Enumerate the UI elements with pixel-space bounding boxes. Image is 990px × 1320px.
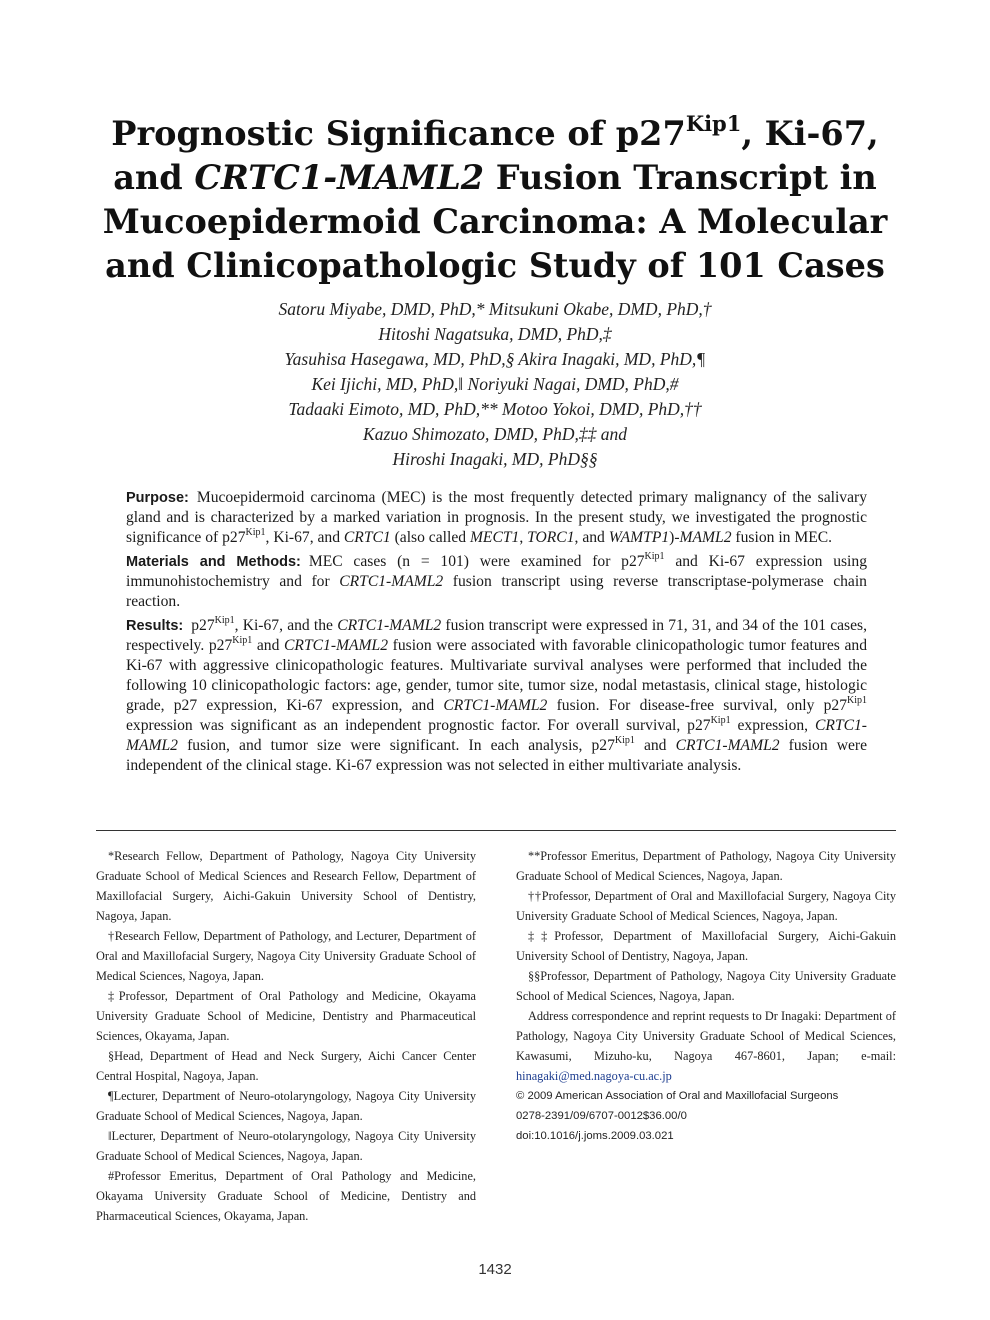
gene-name: CRTC1-MAML2 — [126, 717, 868, 754]
issn-line: 0278-2391/09/6707-0012$36.00/0 — [516, 1110, 687, 1122]
gene-name: MAML2 — [679, 529, 732, 546]
affiliation-footnote: #Professor Emeritus, Department of Oral Pathology and Medicine, Okayama University Graduate School of Medicine, Dentistry and Pharmaceutical Sciences, Okayama, Japan. — [96, 1169, 476, 1223]
superscript: Kip1 — [245, 526, 266, 538]
correspondence-address — [516, 1006, 896, 1086]
abstract-text: , and — [574, 529, 609, 546]
address-text: Address correspondence and reprint requests to Dr Inagaki: Department of Pathology, Nagoya City University Graduate School of Medical Sciences, Kawasumi, Mizuho-ku, Nagoya 467-8601, Japan; e-mail: — [516, 1009, 896, 1063]
title-line-3: Mucoepidermoid Carcinoma: A Molecular — [102, 202, 888, 241]
abstract-text: expression, — [730, 717, 816, 734]
affiliation-footnote: †Research Fellow, Department of Pathology, and Lecturer, Department of Oral and Maxillofacial Surgery, Nagoya City University Graduate School of Medical Sciences, Nagoya, Japan. — [96, 929, 476, 983]
gene-name: MECT1 — [469, 529, 520, 546]
affiliation-footnote: ‖Lecturer, Department of Neuro-otolaryngology, Nagoya City University Graduate School of Medical Sciences, Nagoya, Japan. — [96, 1129, 476, 1163]
title-text: Fusion Transcript in — [484, 158, 877, 197]
abstract-text: fusion transcript were expressed in 71, 31, and 34 of the 101 cases, respectively. p27 — [126, 617, 867, 654]
abstract — [126, 488, 867, 780]
gene-name: CRTC1 — [343, 529, 391, 546]
gene-name: CRTC1-MAML2 — [337, 617, 442, 634]
author-line: Hiroshi Inagaki, MD, PhD§§ — [392, 449, 598, 469]
superscript: Kip1 — [232, 634, 253, 646]
section-label: Materials and Methods: — [126, 554, 301, 570]
abstract-text: , Ki-67, and — [265, 529, 344, 546]
abstract-text: fusion transcript using reverse transcriptase-polymerase chain reaction. — [126, 573, 867, 610]
gene-name: WAMTP1 — [608, 529, 670, 546]
gene-name: CRTC1-MAML2 — [443, 697, 548, 714]
superscript: Kip1 — [847, 694, 867, 706]
abstract-text: p27 — [191, 617, 215, 634]
abstract-text: , Ki-67, and the — [234, 617, 338, 634]
abstract-text: and — [252, 637, 285, 654]
affiliation-footnote: ††Professor, Department of Oral and Maxillofacial Surgery, Nagoya City University Graduate School of Medical Sciences, Nagoya, Japan. — [516, 889, 896, 923]
abstract-text: fusion. For disease-free survival, only p27 — [547, 697, 847, 714]
abstract-text: )- — [669, 529, 680, 546]
abstract-text: fusion were independent of the clinical stage. Ki-67 expression was not selected in either multivariate analysis. — [126, 737, 868, 774]
superscript: Kip1 — [614, 734, 635, 746]
abstract-text: fusion were associated with favorable clinicopathologic tumor features and Ki-67 with aggressive clinicopathologic features. Multivariate survival analyses were performed that included the following 10 clinicopathologic factors: age, gender, tumor site, tumor size, nodal metastasis, clinical stage, histologic grade, p27 expression, Ki-67 expression, and — [126, 637, 867, 714]
abstract-methods — [126, 552, 867, 612]
affiliation-footnote: ‡‡Professor, Department of Maxillofacial Surgery, Aichi-Gakuin University School of Dentistry, Nagoya, Japan. — [516, 929, 896, 963]
gene-name: CRTC1-MAML2 — [675, 737, 780, 754]
author-line: Satoru Miyabe, DMD, PhD,* Mitsukuni Okabe, DMD, PhD,† — [278, 299, 712, 319]
author-line: Tadaaki Eimoto, MD, PhD,** Motoo Yokoi, DMD, PhD,†† — [288, 399, 702, 419]
abstract-results — [126, 616, 867, 776]
abstract-text: (also called — [390, 529, 470, 546]
title-text: and — [113, 158, 195, 197]
copyright-line: © 2009 American Association of Oral and Maxillofacial Surgeons — [516, 1090, 839, 1102]
footnotes-right-column — [516, 846, 896, 1146]
superscript: Kip1 — [644, 550, 665, 562]
abstract-text: and Ki-67 expression using immunohistochemistry and for — [126, 553, 867, 590]
author-line: Hitoshi Nagatsuka, DMD, PhD,‡ — [378, 324, 612, 344]
author-line: Kei Ijichi, MD, PhD,‖ Noriyuki Nagai, DMD, PhD,# — [311, 374, 679, 394]
title-line-2 — [100, 156, 890, 200]
affiliation-footnote: §§Professor, Department of Pathology, Nagoya City University Graduate School of Medical Sciences, Nagoya, Japan. — [516, 969, 896, 1003]
gene-name: CRTC1-MAML2 — [284, 637, 388, 654]
title-line-1 — [100, 112, 890, 156]
abstract-text: expression was significant as an independent prognostic factor. For overall survival, p27 — [126, 717, 711, 734]
article-title — [100, 112, 890, 288]
author-list — [120, 297, 870, 472]
affiliation-footnote: ‡Professor, Department of Oral Pathology and Medicine, Okayama University Graduate School of Medicine, Dentistry and Pharmaceutical Sciences, Okayama, Japan. — [96, 989, 476, 1043]
footnote-divider — [96, 830, 896, 831]
abstract-text: Mucoepidermoid carcinoma (MEC) is the most frequently detected primary malignancy of the salivary gland and is characterized by a marked variation in prognosis. In the present study, we investigated the prognostic significance of p27 — [126, 489, 867, 546]
abstract-text: and — [634, 737, 676, 754]
superscript: Kip1 — [214, 614, 235, 626]
superscript: Kip1 — [710, 714, 731, 726]
affiliation-footnote: *Research Fellow, Department of Pathology, Nagoya City University Graduate School of Medical Sciences and Research Fellow, Department of Maxillofacial Surgery, Aichi-Gakuin University School of Dentistry, Nagoya, Japan. — [96, 849, 476, 923]
affiliation-footnote: ¶Lecturer, Department of Neuro-otolaryngology, Nagoya City University Graduate School of Medical Sciences, Nagoya, Japan. — [96, 1089, 476, 1123]
section-label: Purpose: — [126, 490, 189, 506]
email-link[interactable]: hinagaki@med.nagoya-cu.ac.jp — [516, 1069, 672, 1083]
affiliation-footnote: **Professor Emeritus, Department of Pathology, Nagoya City University Graduate School of Medical Sciences, Nagoya, Japan. — [516, 849, 896, 883]
page-number: 1432 — [478, 1261, 512, 1278]
abstract-text: MEC cases (n = 101) were examined for p27 — [308, 553, 645, 570]
doi-line: doi:10.1016/j.joms.2009.03.021 — [516, 1130, 674, 1142]
gene-name: TORC1 — [527, 529, 575, 546]
abstract-text: fusion in MEC. — [731, 529, 833, 546]
author-line: Kazuo Shimozato, DMD, PhD,‡‡ and — [363, 424, 627, 444]
section-label: Results: — [126, 618, 184, 634]
author-line: Yasuhisa Hasegawa, MD, PhD,§ Akira Inagaki, MD, PhD,¶ — [284, 349, 706, 369]
title-superscript: Kip1 — [685, 110, 742, 136]
abstract-text: , — [519, 529, 528, 546]
title-text: , Ki-67, — [741, 114, 879, 153]
title-gene-name: CRTC1-MAML2 — [194, 158, 485, 197]
abstract-purpose — [126, 488, 867, 548]
abstract-text: fusion, and tumor size were significant. In each analysis, p27 — [177, 737, 615, 754]
footnotes-left-column — [96, 846, 476, 1226]
title-line-4: and Clinicopathologic Study of 101 Cases — [105, 246, 885, 285]
gene-name: CRTC1-MAML2 — [339, 573, 444, 590]
affiliation-footnote: §Head, Department of Head and Neck Surgery, Aichi Cancer Center Central Hospital, Nagoya, Japan. — [96, 1049, 476, 1083]
title-text: Prognostic Significance of p27 — [111, 114, 686, 153]
